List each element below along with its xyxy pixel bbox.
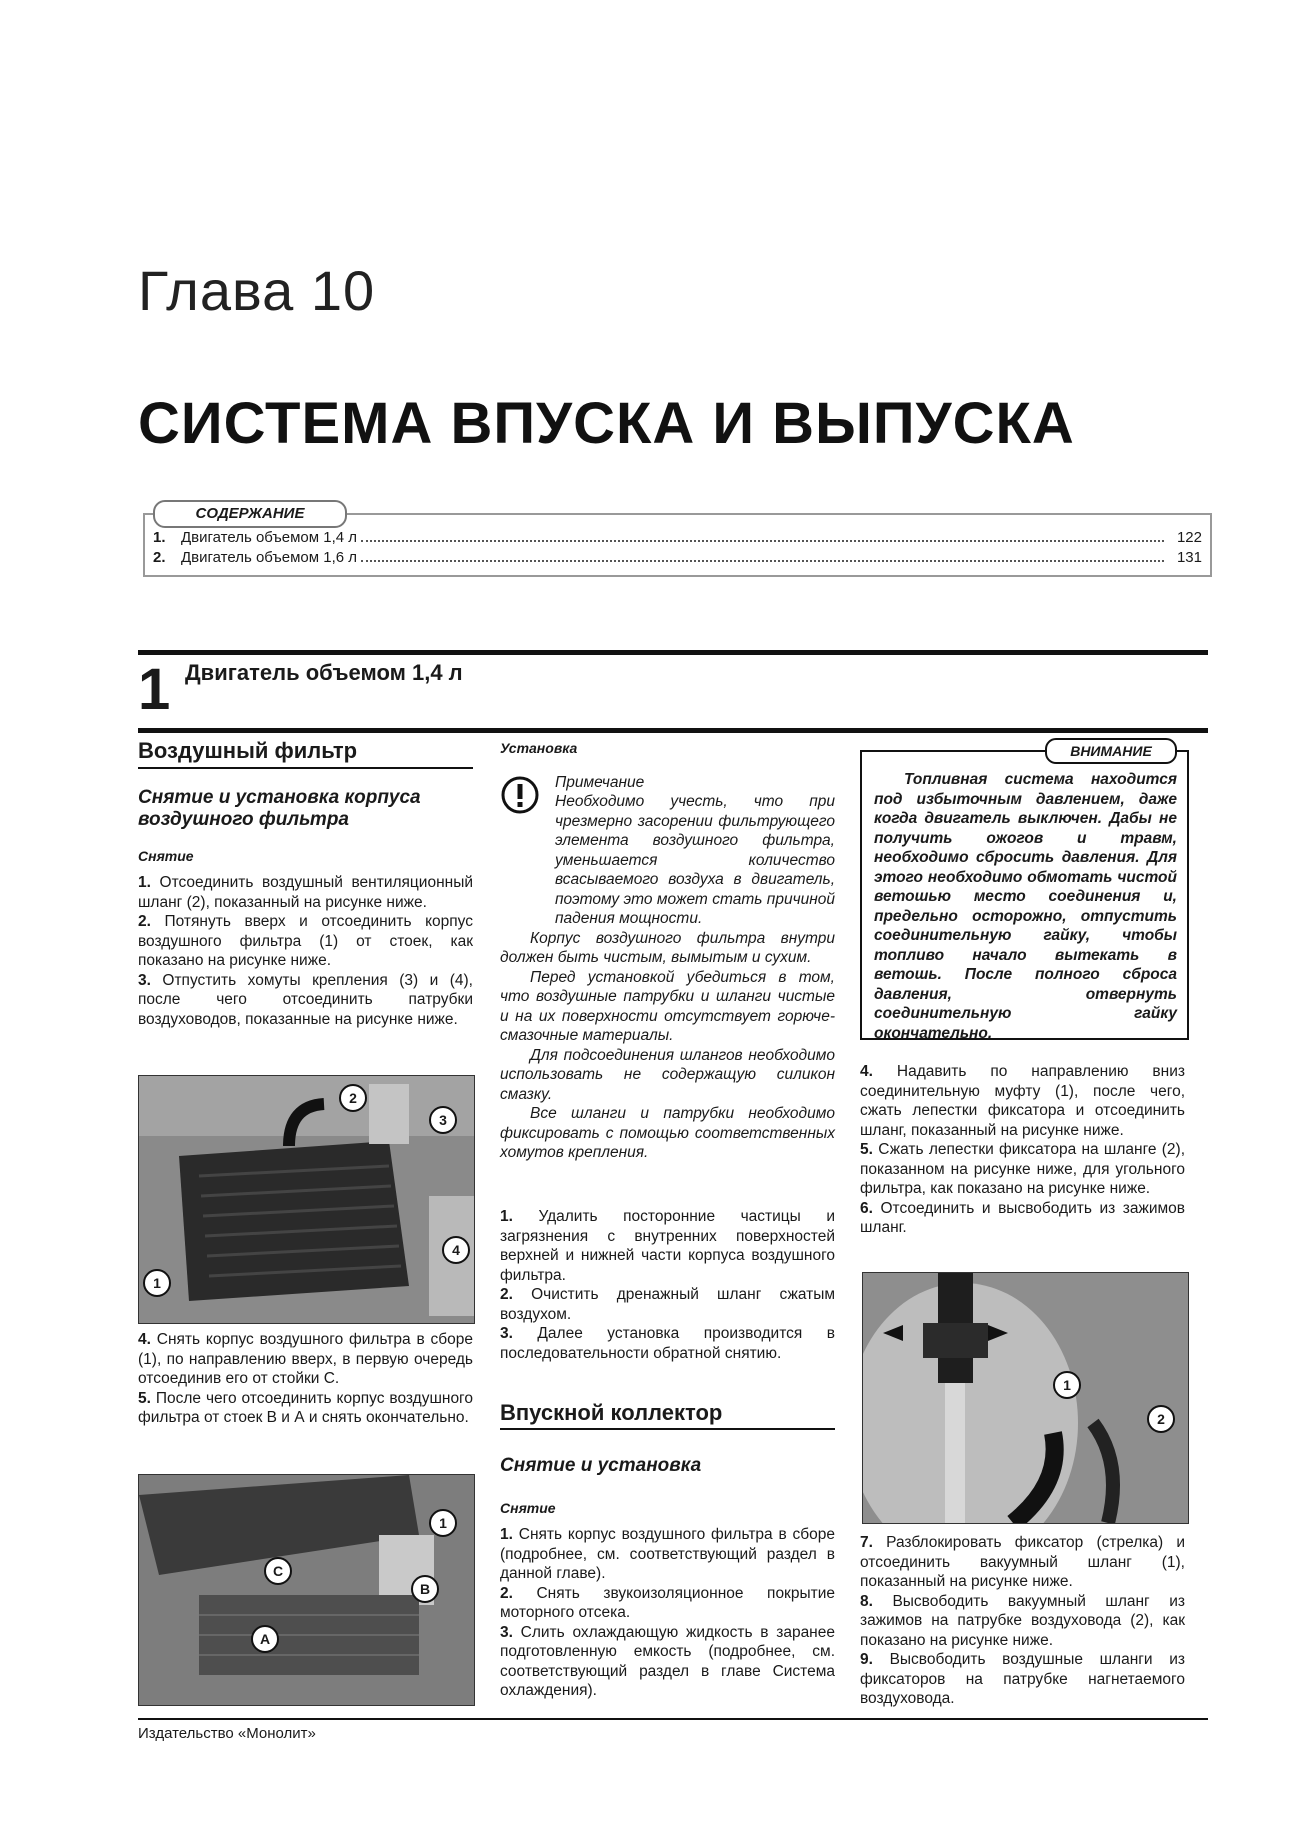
air-filter-subheading: Снятие и установка корпуса воздушного фильтра <box>138 787 421 830</box>
callout-1: 1 <box>143 1269 171 1297</box>
toc-leader-dots <box>361 560 1164 562</box>
air-filter-mounts-photo <box>138 1474 475 1706</box>
toc-item[interactable] <box>153 529 1202 549</box>
note-paragraph: Корпус воздушного фильтра внутри должен быть чистым, вымытым и сухим. <box>500 929 835 966</box>
section-top-rule <box>138 650 1208 655</box>
chapter-title: СИСТЕМА ВПУСКА И ВЫПУСКА <box>138 391 1075 456</box>
section-bottom-rule <box>138 728 1208 733</box>
toc-item-page: 131 <box>1176 549 1202 566</box>
col1-steps-b <box>138 1330 473 1428</box>
warning-box <box>860 750 1189 1040</box>
col1-steps-a <box>138 873 473 1029</box>
toc-item-title: Двигатель объемом 1,6 л <box>181 549 358 566</box>
section-title: Двигатель объемом 1,4 л <box>185 660 463 685</box>
step-item: 1. Отсоединить воздушный вентиляционный шланг (2), показанный на рисунке ниже. <box>138 874 473 911</box>
step-item: 3. Отпустить хомуты крепления (3) и (4), после чего отсоединить патрубки воздуховодов, показанные на рисунке ниже. <box>138 971 473 1028</box>
step-item: 8. Высвободить вакуумный шланг из зажимов на патрубке воздуховода (2), как показано на рисунке ниже. <box>860 1592 1185 1649</box>
fuel-hose-illustration <box>863 1273 1188 1523</box>
step-item: 7. Разблокировать фиксатор (стрелка) и отсоединить вакуумный шланг (1), показанный на рисунке ниже. <box>860 1534 1185 1590</box>
note-paragraph: Необходимо учесть, что при чрезмерно засорении фильтрующего элемента воздушного фильтра, уменьшается количество всасываемого воздуха в двигатель, поэтому это может стать причиной падения мощности. <box>555 793 835 927</box>
callout-1: 1 <box>429 1509 457 1537</box>
col2-steps2 <box>500 1525 835 1701</box>
note-paragraph: Все шланги и патрубки необходимо фиксировать с помощью соответственных хомутов крепления. <box>500 1105 835 1161</box>
step-item: 3. Слить охлаждающую жидкость в заранее подготовленную емкость (подробнее, см. соответствующий раздел в главе Система охлаждения). <box>500 1623 835 1699</box>
air-filter-housing-illustration <box>139 1076 474 1323</box>
step-item: 3. Далее установка производится в последовательности обратной снятию. <box>500 1325 835 1362</box>
callout-c: C <box>264 1557 292 1585</box>
step-item: 5. После чего отсоединить корпус воздушного фильтра от стоек В и А и снять окончательно. <box>138 1389 473 1426</box>
footer-rule <box>138 1718 1208 1720</box>
callout-a: A <box>251 1625 279 1653</box>
col2-steps <box>500 1207 835 1363</box>
intake-manifold-heading: Впускной коллектор <box>500 1400 723 1425</box>
col3-steps-b <box>860 1533 1185 1709</box>
toc-badge: СОДЕРЖАНИЕ <box>153 500 347 528</box>
chapter-label: Глава 10 <box>138 259 376 322</box>
toc-item-number: 2. <box>153 549 166 566</box>
step-item: 9. Высвободить воздушные шланги из фиксаторов на патрубке нагнетаемого воздуховода. <box>860 1651 1185 1707</box>
note-paragraph: Для подсоединения шлангов необходимо использовать не содержащую силикон смазку. <box>500 1046 835 1103</box>
heading-rule <box>500 1428 835 1430</box>
warning-text: Топливная система находится под избыточным давлением, даже когда двигатель выключен. Дабы не получить ожогов и травм, необходимо сбросить давления. Для этого необходимо обмотать чистой ветошью место соединения и, предельно осторожно, отпустить соединительную гайку, чтобы топливо начало вытекать в ветошь. После полного сброса давления, отвернуть соединительную гайку окончательно. <box>874 771 1177 1042</box>
step-item: 1. Снять корпус воздушного фильтра в сборе (подробнее, см. соответствующий раздел в данной главе). <box>500 1526 835 1582</box>
callout-1: 1 <box>1053 1371 1081 1399</box>
callout-3: 3 <box>429 1106 457 1134</box>
callout-b: B <box>411 1575 439 1603</box>
step-item: 5. Сжать лепестки фиксатора на шланге (2), показанном на рисунке ниже, для угольного фильтра, как показано на рисунке ниже. <box>860 1141 1186 1197</box>
step-item: 2. Потянуть вверх и отсоединить корпус воздушного фильтра (1) от стоек, как показано на рисунке ниже. <box>138 913 473 969</box>
step-item: 2. Снять звукоизоляционное покрытие моторного отсека. <box>500 1584 835 1621</box>
note-title: Примечание <box>555 774 645 791</box>
heading-rule <box>138 767 473 769</box>
intake-manifold-subheading: Снятие и установка <box>500 1455 702 1476</box>
toc-item-title: Двигатель объемом 1,4 л <box>181 529 358 546</box>
step-item: 1. Удалить посторонние частицы и загрязнения с внутренних поверхностей верхней и нижней части корпуса воздушного фильтра. <box>500 1208 835 1284</box>
removal-label: Снятие <box>500 1500 556 1516</box>
callout-2: 2 <box>339 1084 367 1112</box>
warning-badge: ВНИМАНИЕ <box>1045 738 1177 764</box>
toc-item-page: 122 <box>1176 529 1202 546</box>
fuel-hose-photo <box>862 1272 1189 1524</box>
step-item: 2. Очистить дренажный шланг сжатым воздухом. <box>500 1286 835 1323</box>
section-number: 1 <box>138 657 171 722</box>
toc-leader-dots <box>361 540 1164 542</box>
col3-steps-a <box>860 1062 1185 1238</box>
note-body <box>500 792 835 1163</box>
callout-4: 4 <box>442 1236 470 1264</box>
toc-item-number: 1. <box>153 529 166 546</box>
removal-label: Снятие <box>138 848 194 864</box>
air-filter-heading: Воздушный фильтр <box>138 738 358 763</box>
publisher-footer: Издательство «Монолит» <box>138 1725 316 1742</box>
step-item: 4. Снять корпус воздушного фильтра в сборе (1), по направлению вверх, в первую очередь отсоединив его от стойки С. <box>138 1331 473 1387</box>
step-item: 6. Отсоединить и высвободить из зажимов шланг. <box>860 1199 1185 1236</box>
installation-label: Установка <box>500 740 578 756</box>
note-paragraph: Перед установкой убедиться в том, что воздушные патрубки и шланги чистые и на их поверхности отсутствует горюче-смазочные материалы. <box>500 968 835 1044</box>
callout-2: 2 <box>1147 1405 1175 1433</box>
toc-item[interactable] <box>153 549 1202 569</box>
step-item: 4. Надавить по направлению вниз соединительную муфту (1), после чего, сжать лепестки фиксатора и отсоединить шланг, показанный на рисунке ниже. <box>860 1063 1185 1139</box>
air-filter-housing-photo <box>138 1075 475 1324</box>
